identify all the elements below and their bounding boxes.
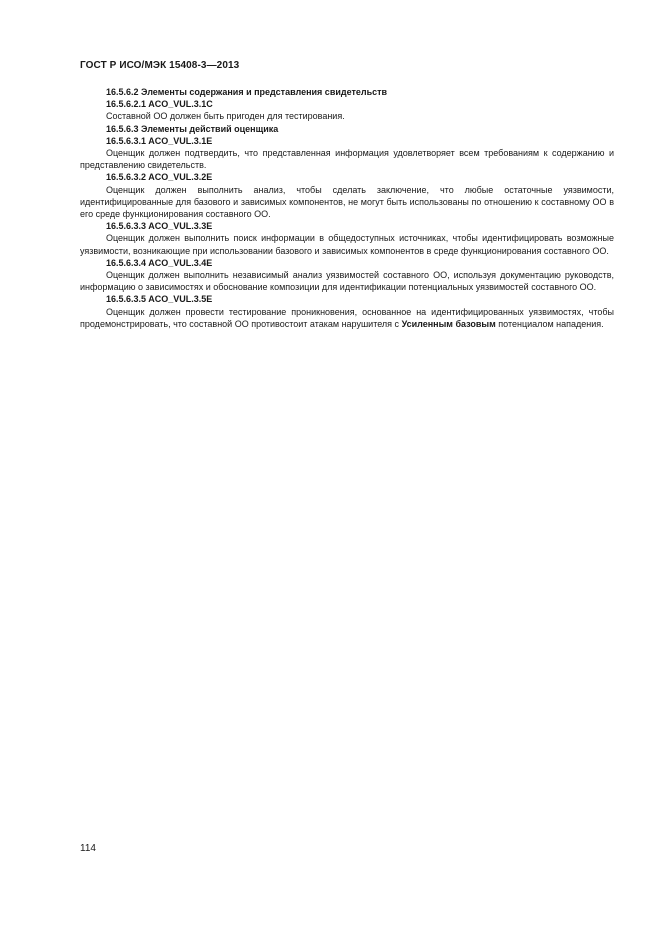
subsection-heading: 16.5.6.3.2 ACO_VUL.3.2E: [106, 172, 213, 183]
paragraph-text: Оценщик должен провести тестирование проникновения, основанное на идентифицированных уязвимостях, чтобы продемонстрировать, что составной ОО противостоит атакам нарушителя с: [80, 306, 614, 329]
paragraph: Составной ОО должен быть пригоден для тестирования.: [106, 111, 345, 122]
paragraph: [80, 306, 614, 330]
document-header: ГОСТ Р ИСО/МЭК 15408-3—2013: [80, 60, 240, 71]
page-number: 114: [80, 843, 96, 854]
section-heading: 16.5.6.3 Элементы действий оценщика: [106, 123, 279, 134]
subsection-heading: 16.5.6.3.1 ACO_VUL.3.1E: [106, 135, 213, 146]
paragraph: Оценщик должен выполнить поиск информации в общедоступных источниках, чтобы идентифицировать возможные уязвимости, возникающие при использовании базового и зависимых компонентов в среде функционирования составного ОО.: [80, 233, 614, 256]
subsection-heading: 16.5.6.3.5 ACO_VUL.3.5E: [106, 294, 213, 305]
document-body: [80, 86, 614, 330]
subsection-heading: 16.5.6.3.4 ACO_VUL.3.4E: [106, 257, 213, 268]
paragraph: Оценщик должен выполнить анализ, чтобы сделать заключение, что любые остаточные уязвимости, идентифицированные для базового и зависимых компонентов, не могут быть использованы по отношению к составному ОО в его среде функционирования составного ОО.: [80, 184, 614, 220]
paragraph: Оценщик должен выполнить независимый анализ уязвимостей составного ОО, используя документацию руководств, информацию о зависимостях и обоснование композиции для идентификации потенциальных уязвимостей составного ОО.: [80, 270, 614, 293]
paragraph-text: потенциалом нападения.: [495, 318, 604, 329]
subsection-heading: 16.5.6.3.3 ACO_VUL.3.3E: [106, 221, 213, 232]
paragraph: Оценщик должен подтвердить, что представленная информация удовлетворяет всем требованиям к содержанию и представлению свидетельств.: [80, 148, 614, 171]
section-heading: 16.5.6.2 Элементы содержания и представления свидетельств: [106, 87, 388, 97]
subsection-heading: 16.5.6.2.1 ACO_VUL.3.1C: [106, 99, 213, 110]
emphasized-term: Усиленным базовым: [401, 318, 496, 329]
